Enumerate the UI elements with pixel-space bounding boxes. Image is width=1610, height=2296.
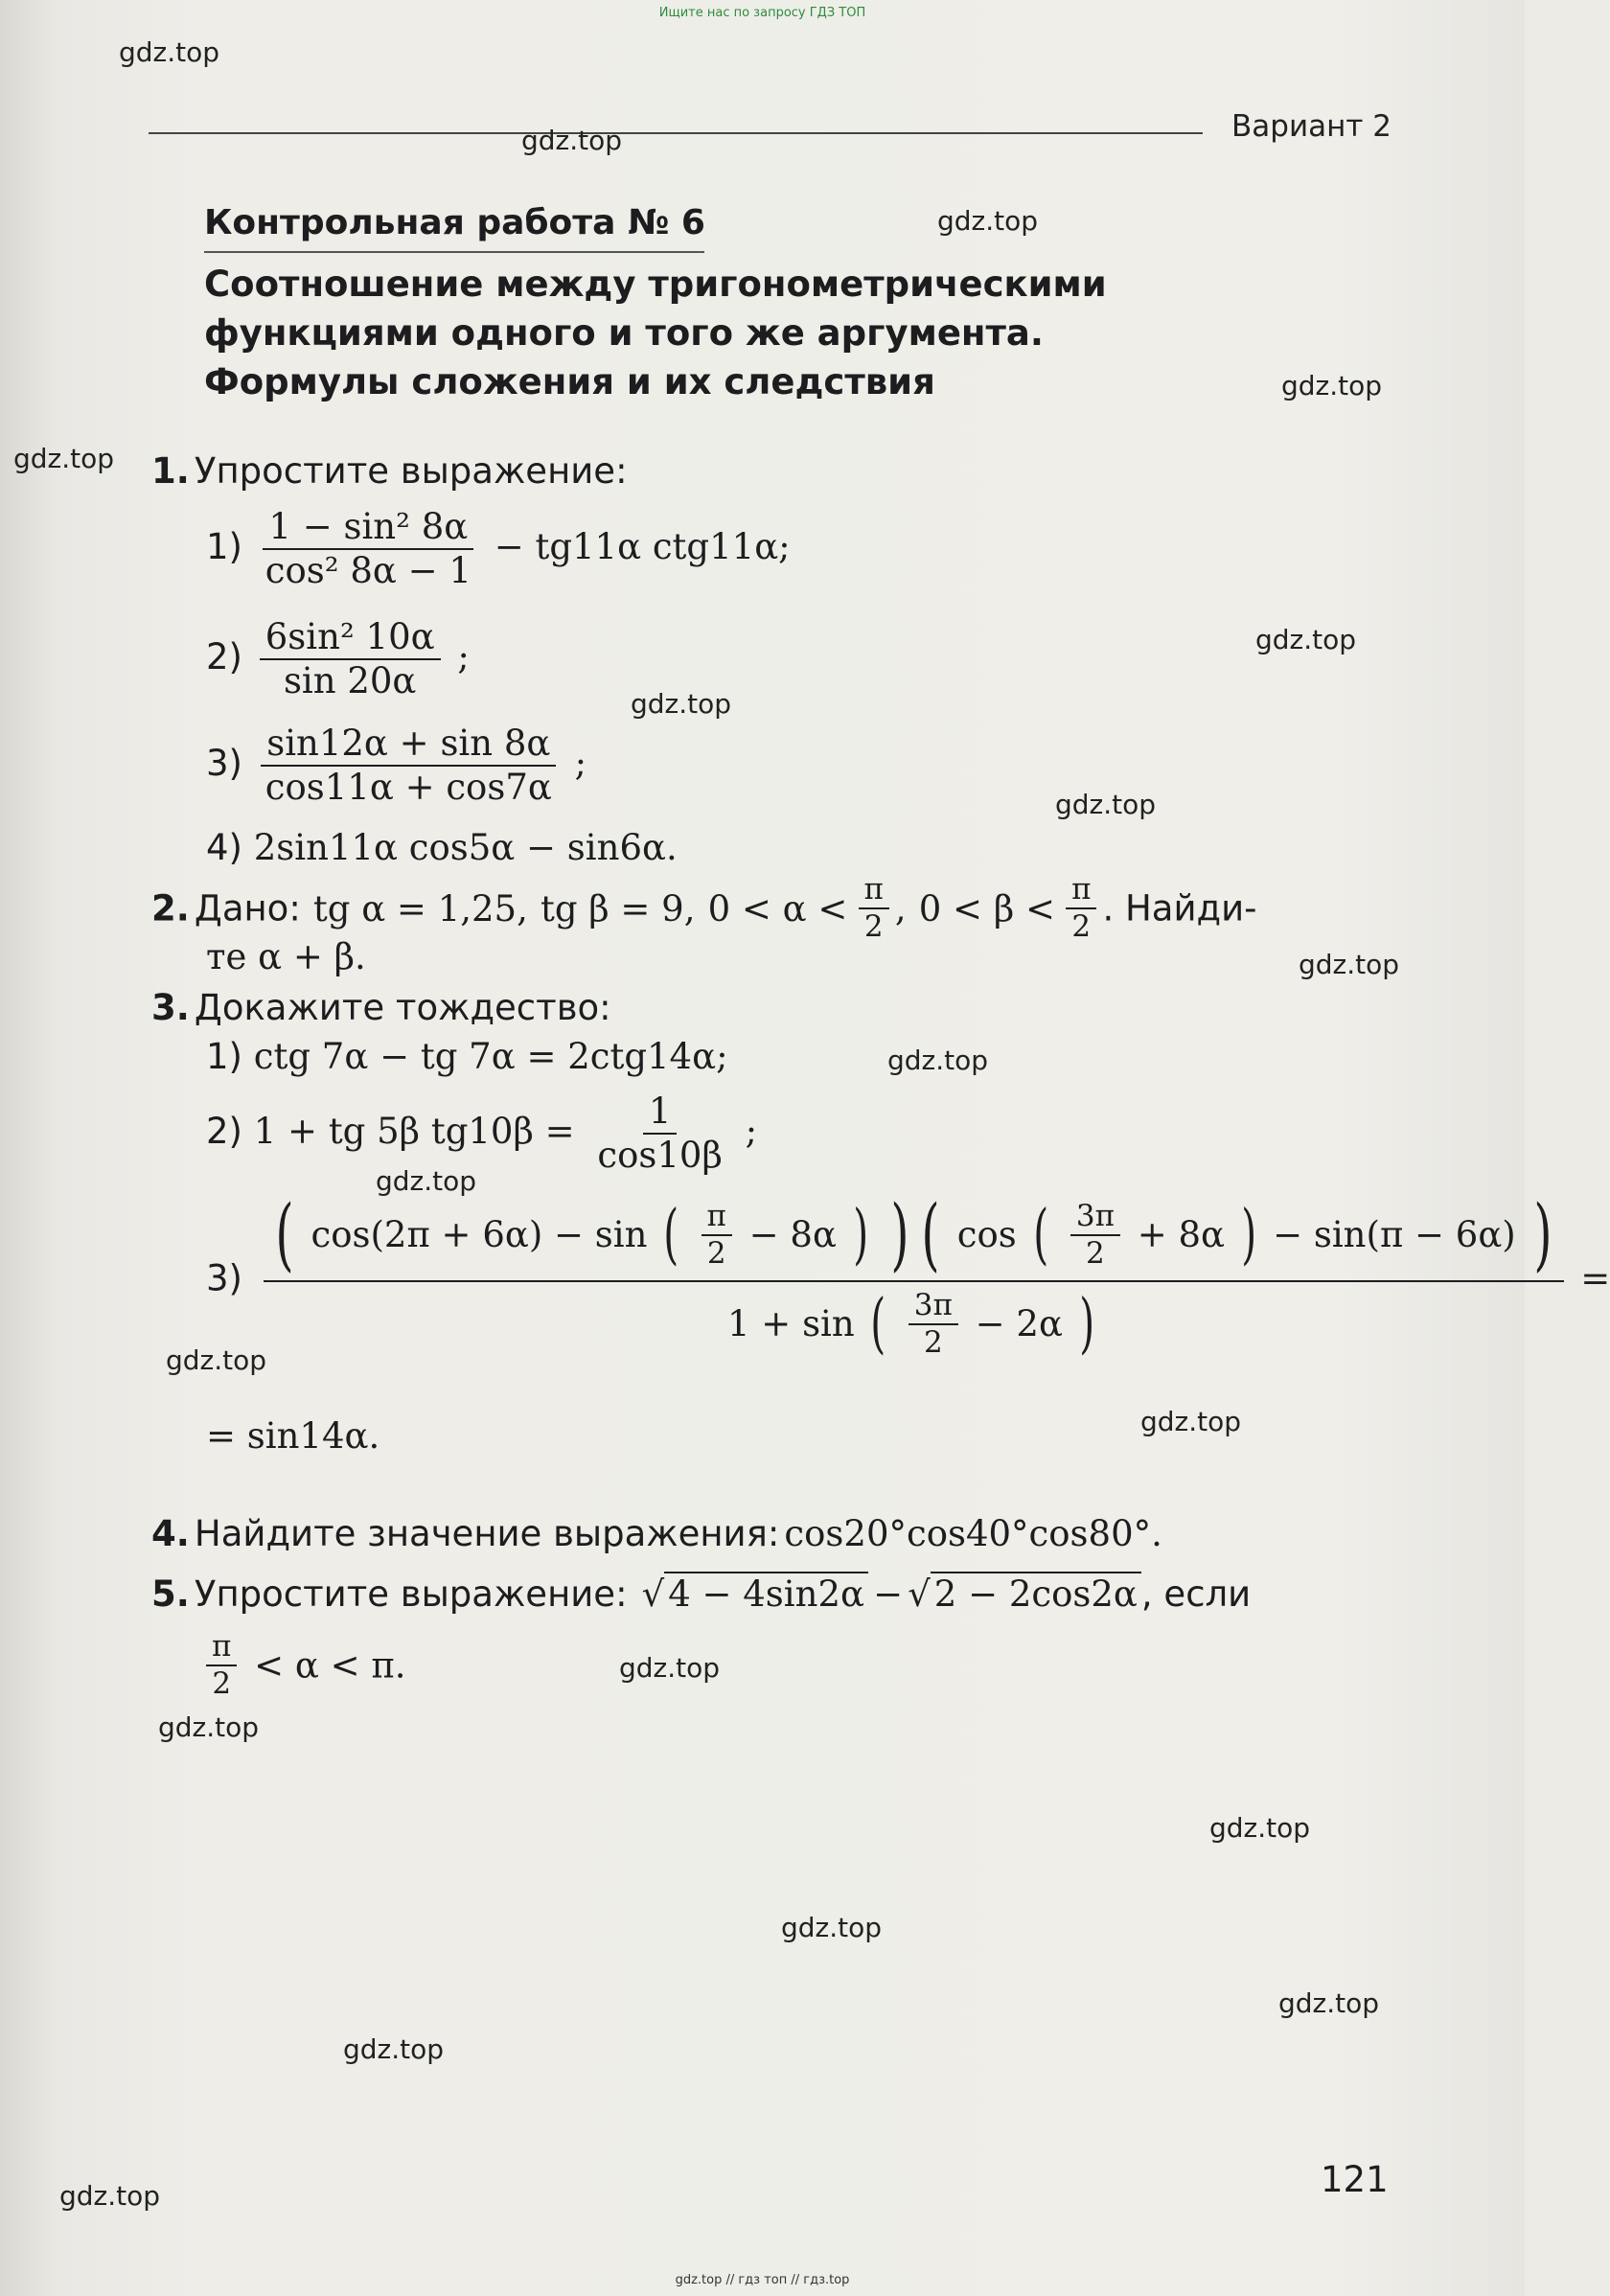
page-title: Контрольная работа № 6 [204,203,705,242]
task-4 [151,1513,1162,1554]
watermark: gdz.top [887,1045,989,1076]
watermark: gdz.top [1299,949,1400,980]
watermark: gdz.top [781,1912,883,1943]
fraction: $\frac{\sin 12\alpha + \sin 8\alpha}{\cos 11\alpha + \cos 7\alpha}$ [260,723,558,810]
fraction: $\frac{\pi}{2}$ [859,872,889,945]
big-fraction [264,1189,1564,1363]
task-5-text: Упростите выражение: [194,1573,628,1615]
watermark: gdz.top [59,2180,161,2212]
header-rule [149,132,1203,134]
fraction: $\frac{3\pi}{2}$ [908,1288,958,1361]
subtitle-line-2: функциями одного и того же аргумента. [204,312,1044,354]
watermark: gdz.top [13,443,115,474]
big-fraction-numerator: ( cos(2π + 6α) − sin ( $\frac{\pi}{2}$ − 8α ) ) ( cos ( $\frac{3\pi}{2}$ + 8α ) − sin(π − 6α) ) [264,1196,1564,1282]
task-2-number: 2. [151,887,190,930]
watermark: gdz.top [1055,789,1157,820]
watermark: gdz.top [1140,1406,1242,1437]
watermark: gdz.top [119,36,220,68]
fraction: $\frac{\pi}{2}$ [206,1629,237,1702]
task-5-number: 5. [151,1573,190,1615]
watermark: gdz.top [1278,1987,1380,2019]
watermark: gdz.top [521,125,623,156]
task-1-heading [151,450,628,492]
watermark: gdz.top [1281,370,1383,402]
task-3-item-2: 2) 1 + tg 5β tg10β = $\frac{1}{\cos 10\beta}$ ; [206,1091,758,1177]
task-1-text: Упростите выражение: [194,450,628,492]
task-4-expression: cos20°cos40°cos80°. [784,1513,1162,1554]
watermark: gdz.top [1209,1812,1311,1844]
bottom-note: gdz.top // гдз топ // гдз.top [675,2273,850,2287]
task-2-line-1: 2. Дано: tg α = 1,25, tg β = 9, 0 < α < $\frac{\pi}{2}$ , 0 < β < $\frac{\pi}{2}$ . Найди- [151,872,1257,945]
fraction: $\frac{\pi}{2}$ [1066,872,1096,945]
task-3-item-3-result: = sin14α. [206,1415,380,1457]
watermark: gdz.top [619,1652,721,1684]
big-fraction-denominator: 1 + sin ( $\frac{3\pi}{2}$ − 2α ) [727,1286,1094,1363]
page-number: 121 [1321,2159,1389,2200]
task-1-number: 1. [151,450,190,492]
watermark: gdz.top [158,1711,260,1743]
fraction: $\frac{1}{\cos 10\beta}$ [597,1091,723,1177]
task-1-item-3: 3) $\frac{\sin 12\alpha + \sin 8\alpha}{\cos 11\alpha + \cos 7\alpha}$ ; [206,723,587,809]
top-note: Ищите нас по запросу ГДЗ ТОП [658,6,866,20]
task-1-item-2: 2) $\frac{\text{6sin² 10α}}{\sin 20\alpha}$ ; [206,616,470,702]
variant-label: Вариант 2 [1231,109,1392,144]
task-5-line-2: $\frac{\pi}{2}$ < α < π. [206,1629,406,1702]
watermark: gdz.top [376,1165,477,1197]
task-3-item-3: 3) ( cos(2π + 6α) − sin ( $\frac{\pi}{2}$ − 8α ) ) ( cos ( $\frac{3\pi}{2}$ + 8α ) − sin(π − 6α) ) 1 + sin ( $\frac{3\pi}{2}$ − 2α ) = [206,1189,1610,1363]
task-1-item-4: 4) 2sin11α cos5α − sin6α. [206,827,678,868]
task-3-heading [151,987,611,1028]
task-1-item-1: 1) $\frac{\text{1 − sin² 8α}}{\text{cos² 8α − 1}}$ − tg11α ctg11α; [206,506,791,592]
subtitle-line-3: Формулы сложения и их следствия [204,361,935,402]
task-2-line-2: те α + β. [206,936,366,977]
watermark: gdz.top [1255,624,1357,655]
task-3-item-1: 1) ctg 7α − tg 7α = 2ctg14α; [206,1036,728,1077]
fraction: $\frac{\pi}{2}$ [702,1199,732,1272]
watermark: gdz.top [631,688,732,720]
fraction: $\frac{3\pi}{2}$ [1070,1199,1120,1272]
subtitle-line-1: Соотношение между тригонометрическими [204,264,1107,305]
task-4-number: 4. [151,1513,190,1554]
watermark: gdz.top [937,205,1039,237]
watermark: gdz.top [166,1344,267,1376]
task-3-number: 3. [151,987,190,1028]
task-3-text: Докажите тождество: [194,987,611,1028]
fraction: $\frac{\text{1 − sin² 8α}}{\text{cos² 8α − 1}}$ [260,506,477,593]
title-underline [204,251,704,253]
task-5-line-1: 5. Упростите выражение: √ 4 − 4sin2α − √ 2 − 2cos2α , если [151,1573,1252,1615]
watermark: gdz.top [343,2033,445,2065]
fraction: $\frac{\text{6sin² 10α}}{\sin 20\alpha}$ [260,616,441,703]
task-4-text: Найдите значение выражения: [194,1513,780,1554]
